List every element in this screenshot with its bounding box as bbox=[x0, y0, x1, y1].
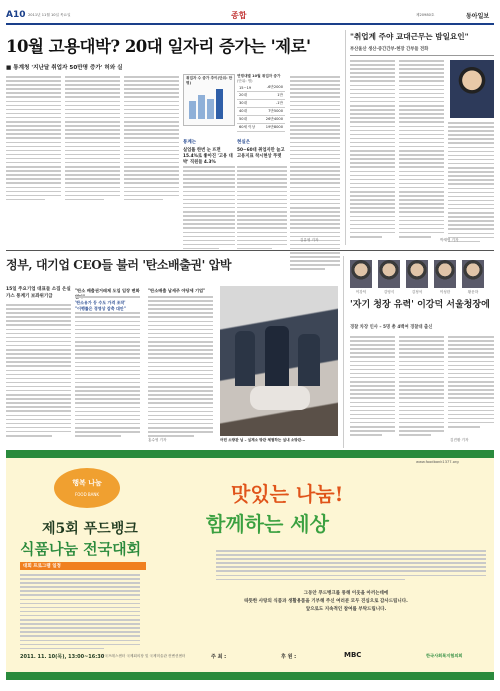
portrait-person bbox=[406, 260, 428, 288]
person-name: 이강덕 bbox=[355, 290, 367, 294]
headline-article1: 10월 고용대박? 20대 일자리 증가는 '제로' bbox=[6, 37, 311, 56]
section-title: 종합 bbox=[231, 10, 247, 20]
ad-bottom-text1: 그동안 푸드뱅크를 통해 이웃을 아끼는데에 bbox=[303, 591, 389, 596]
ad-date: 2011. 11. 10(목), 13:00~16:30 bbox=[20, 654, 105, 660]
foodbank-ad bbox=[6, 450, 494, 680]
program-label: 대회 프로그램 일정 bbox=[20, 562, 146, 570]
logo-sub: FOOD BANK bbox=[74, 492, 100, 497]
ad-footer bbox=[6, 646, 494, 666]
chart-bar bbox=[207, 99, 214, 119]
page-number: A10 bbox=[6, 10, 26, 20]
portrait-person bbox=[350, 260, 372, 288]
person-name: 김영식 bbox=[383, 290, 395, 294]
chart-bar bbox=[216, 89, 223, 119]
ad-bottom-text3: 앞으로도 지속적인 참여를 부탁드립니다. bbox=[305, 607, 387, 612]
subhead-article2: 부산울산 생산·중간간부·현장 간부들 전화 bbox=[350, 47, 429, 52]
table-row: 15~19 -6만2000 bbox=[239, 85, 283, 90]
portrait-person bbox=[434, 260, 456, 288]
person-name: 김정석 bbox=[411, 290, 423, 294]
table-row: 40대 7만5000 bbox=[237, 108, 285, 116]
headline-article2: "취업계 주야 교대근무는 밤일요인" bbox=[350, 32, 469, 41]
table-row: 50대 26만4000 bbox=[237, 116, 285, 124]
headline-article4: '자기 청장 유력' 이강덕 서울청장에 bbox=[350, 300, 490, 310]
subhead3-article3: '탄소유가 등 수도 가격 조작' "이행률은 경영상 감축 대안" bbox=[75, 300, 140, 312]
chart-title: 취업자 수 증가 추이(단위: 만 명) bbox=[186, 76, 233, 85]
table-title: 연령대별 10월 취업자 증가 bbox=[237, 74, 281, 78]
age-table-grid bbox=[237, 84, 285, 132]
subhead4-article3: "탄소배출 납세주 야당세 기업" bbox=[148, 288, 206, 293]
header-date: 2011년 11월 10일 목요일 bbox=[28, 13, 71, 17]
ad-title1: 제5회 푸드뱅크 bbox=[42, 521, 138, 537]
ad-bottom-band bbox=[6, 672, 494, 680]
logo-text: 행복 나눔 bbox=[72, 478, 102, 487]
subhead-article1: ■ 통계청 '지난달 취업자 50만명 증가' 허와 실 bbox=[6, 65, 123, 71]
mbc-logo: MBC bbox=[344, 651, 362, 659]
reporter-article1: 김유영 기자 bbox=[300, 238, 319, 242]
ad-url[interactable]: www.foodbank1377.org bbox=[416, 460, 459, 464]
table-row: 30대 -1만 bbox=[237, 100, 285, 108]
box1-head: 실업률 한번 눈 뜨면 15.4%로 좋아진 '고용 대박' 직원들 4.3% bbox=[183, 148, 233, 165]
paper-name: 동아일보 bbox=[466, 13, 490, 20]
ad-title2: 식품나눔 전국대회 bbox=[20, 540, 142, 558]
age-table bbox=[237, 74, 285, 132]
subhead2-article3: "탄소 배출권거래제 도입 입장 변화 bbox=[75, 288, 140, 293]
headline-article3: 정부, 대기업 CEO들 불러 '탄소배출권' 압박 bbox=[6, 258, 232, 272]
reporter-article3: 홍수영 기자 bbox=[148, 438, 167, 442]
foodbank-logo bbox=[54, 468, 120, 508]
org-logo: 한국사회복지협의회 bbox=[426, 653, 463, 658]
table-unit: (단위: 명) bbox=[237, 79, 253, 83]
box2-head: 50~60대 취업자만 늘고 고용지표 착시현상 뚜렷 bbox=[237, 148, 285, 159]
reporter-article2: 박재명 기자 bbox=[440, 238, 459, 242]
chart-bar bbox=[198, 95, 205, 119]
employment-chart bbox=[183, 74, 235, 126]
issue-number: 제20980호 bbox=[416, 13, 435, 17]
slogan-line2: 함께하는 세상 bbox=[206, 512, 329, 536]
table-row: 20대 1만 bbox=[237, 92, 285, 100]
ad-venue: 한국프레스센터 국제회의장 및 국제미술관 컨벤션센터 bbox=[101, 654, 186, 658]
page-header bbox=[6, 10, 494, 22]
ad-bottom-text2: 따뜻한 사랑의 식품과 생활용품을 기부해 주신 여러분 모두 진심으로 감사드립니다. bbox=[244, 599, 408, 604]
person-name: 이성한 bbox=[439, 290, 451, 294]
portrait-article2 bbox=[450, 60, 494, 118]
reporter-article4: 김진환 기자 bbox=[450, 438, 469, 442]
slogan-line1: 맛있는 나눔! bbox=[231, 482, 344, 506]
photo-caption: 어떤 소방관 님 – 실제소 방관 체험하는 실내 소방관... bbox=[220, 438, 306, 442]
firefighter-photo bbox=[220, 286, 338, 436]
chart-bar bbox=[189, 101, 196, 119]
host-label: 주 최 : bbox=[211, 654, 227, 660]
box2-title: 현실은 bbox=[237, 140, 251, 145]
subhead-article4: 경찰 차장 인사 – 5명 총 4백여 경찰대 출신 bbox=[350, 325, 433, 330]
subhead1-article3: 15일 주요기업 대표들 소집 온실가스 통계기 보좌위기급 bbox=[6, 287, 71, 299]
person-name: 황운하 bbox=[467, 290, 479, 294]
portrait-person bbox=[462, 260, 484, 288]
subhead-bullet-icon: ■ bbox=[6, 65, 14, 71]
portrait-person bbox=[378, 260, 400, 288]
box1-title: 통계는 bbox=[183, 140, 197, 145]
ad-top-band bbox=[6, 450, 494, 458]
sponsor-label: 후 원 : bbox=[281, 654, 297, 660]
table-row: 60세 이상 19만8000 bbox=[237, 124, 285, 132]
